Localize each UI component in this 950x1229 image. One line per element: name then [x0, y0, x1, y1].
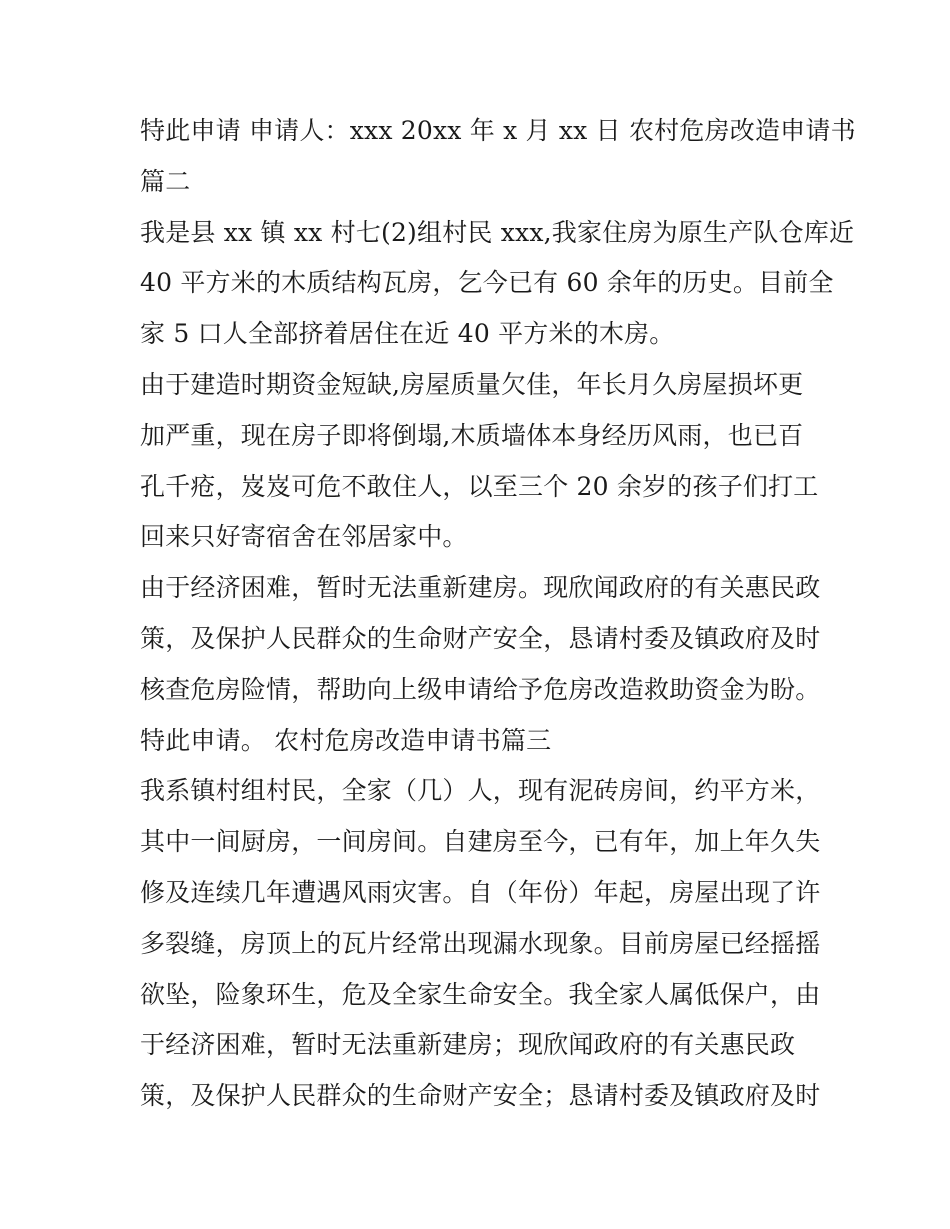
text-line: 核查危房险情，帮助向上级申请给予危房改造救助资金为盼。 [140, 674, 821, 704]
text-line: 多裂缝，房顶上的瓦片经常出现漏水现象。目前房屋已经摇摇 [140, 928, 821, 958]
document-body [140, 106, 856, 1122]
text-line: 我系镇村组村民，全家（几）人，现有泥砖房间，约平方米， [140, 776, 821, 806]
text-line: 我是县 xx 镇 xx 村七(2)组村民 xxx,我家住房为原生产队仓库近 [140, 217, 855, 247]
text-line: 由于建造时期资金短缺,房屋质量欠佳，年长月久房屋损坏更 [140, 369, 804, 399]
text-line: 孔千疮，岌岌可危不敢住人，以至三个 20 余岁的孩子们打工 [140, 471, 819, 501]
text-line: 特此申请。 农村危房改造申请书篇三 [140, 725, 552, 755]
text-line: 家 5 口人全部挤着居住在近 40 平方米的木房。 [140, 319, 675, 349]
text-line: 篇二 [140, 166, 191, 196]
text-line: 其中一间厨房，一间房间。自建房至今，已有年，加上年久失 [140, 827, 821, 857]
text-line: 特此申请 申请人：xxx 20xx 年 x 月 xx 日 农村危房改造申请书 [140, 116, 856, 145]
text-line: 于经济困难，暂时无法重新建房；现欣闻政府的有关惠民政 [140, 1030, 796, 1060]
text-line: 40 平方米的木质结构瓦房，乞今已有 60 余年的历史。目前全 [140, 268, 834, 298]
text-line: 修及连续几年遭遇风雨灾害。自（年份）年起，房屋出现了许 [140, 877, 821, 907]
text-line: 加严重，现在房子即将倒塌,木质墙体本身经历风雨，也已百 [140, 420, 804, 450]
text-line: 回来只好寄宿舍在邻居家中。 [140, 522, 468, 552]
text-line: 策，及保护人民群众的生命财产安全，恳请村委及镇政府及时 [140, 623, 821, 653]
text-line: 欲坠，险象环生，危及全家生命安全。我全家人属低保户，由 [140, 979, 821, 1009]
text-line: 由于经济困难，暂时无法重新建房。现欣闻政府的有关惠民政 [140, 573, 821, 603]
text-line: 策，及保护人民群众的生命财产安全；恳请村委及镇政府及时 [140, 1081, 821, 1111]
